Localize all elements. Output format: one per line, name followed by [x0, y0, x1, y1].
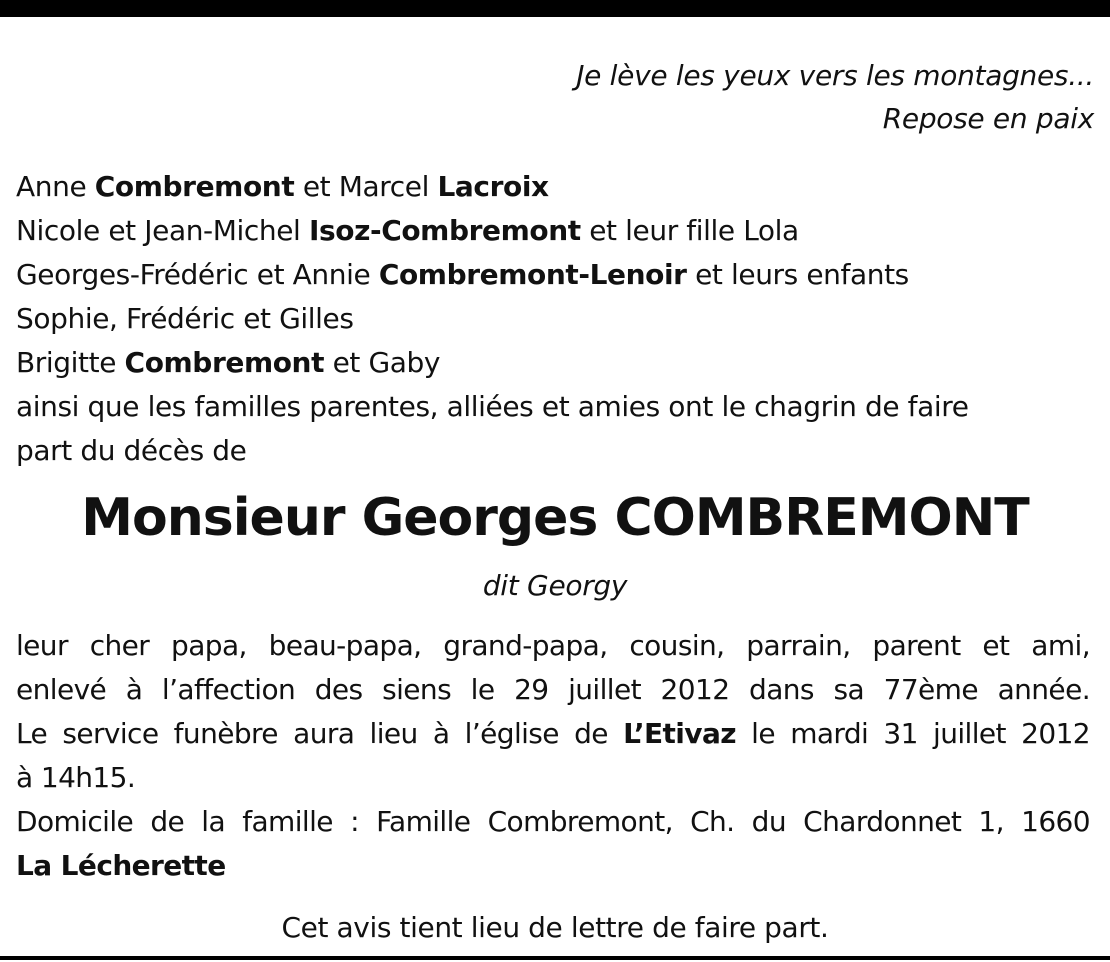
surname: Isoz-Combremont	[308, 214, 581, 247]
surname: Combremont	[124, 346, 325, 379]
top-border	[0, 0, 1110, 17]
surname: Combremont-Lenoir	[378, 258, 687, 291]
obituary-body	[16, 624, 1090, 888]
bottom-border	[0, 956, 1110, 960]
family-line-7: part du décès de	[16, 434, 247, 467]
body-line-1: leur cher papa, beau-papa, grand-papa, cousin, parrain, parent et ami,	[16, 629, 1090, 662]
surname: Combremont	[94, 170, 295, 203]
deceased-nickname: dit Georgy	[482, 569, 628, 602]
body-line-6	[16, 844, 1090, 888]
epigraph-line-1: Je lève les yeux vers les montagnes...	[576, 59, 1094, 92]
text: Georges-Frédéric et Annie	[16, 258, 379, 291]
body-line-2: enlevé à l’affection des siens le 29 juillet 2012 dans sa 77ème année.	[16, 673, 1090, 706]
place-name: La Lécherette	[16, 849, 226, 882]
text: Le service funèbre aura lieu à l’église de	[16, 717, 624, 750]
text: et leurs enfants	[686, 258, 909, 291]
text: et Gaby	[324, 346, 441, 379]
family-line-1	[16, 165, 1096, 209]
epigraph-line-2: Repose en paix	[882, 102, 1094, 135]
text: et Marcel	[294, 170, 438, 203]
family-line-4: Sophie, Frédéric et Gilles	[16, 302, 354, 335]
family-line-6: ainsi que les familles parentes, alliées et amies ont le chagrin de faire	[16, 390, 969, 423]
footer-note: Cet avis tient lieu de lettre de faire part.	[281, 911, 829, 944]
family-line-5	[16, 341, 1096, 385]
family-line-2	[16, 209, 1096, 253]
text: Anne	[16, 170, 95, 203]
text: Nicole et Jean-Michel	[16, 214, 309, 247]
text: Brigitte	[16, 346, 125, 379]
place-name: L’Etivaz	[623, 717, 736, 750]
family-line-3	[16, 253, 1096, 297]
body-line-5: Domicile de la famille : Famille Combremont, Ch. du Chardonnet 1, 1660	[16, 805, 1090, 838]
epigraph	[576, 54, 1094, 140]
text: le mardi 31 juillet 2012	[735, 717, 1090, 750]
body-line-4: à 14h15.	[16, 761, 136, 794]
surname: Lacroix	[437, 170, 549, 203]
body-line-3	[16, 712, 1090, 756]
family-announcement	[16, 165, 1096, 473]
text: et leur fille Lola	[580, 214, 799, 247]
deceased-name: Monsieur Georges COMBREMONT	[81, 488, 1029, 548]
